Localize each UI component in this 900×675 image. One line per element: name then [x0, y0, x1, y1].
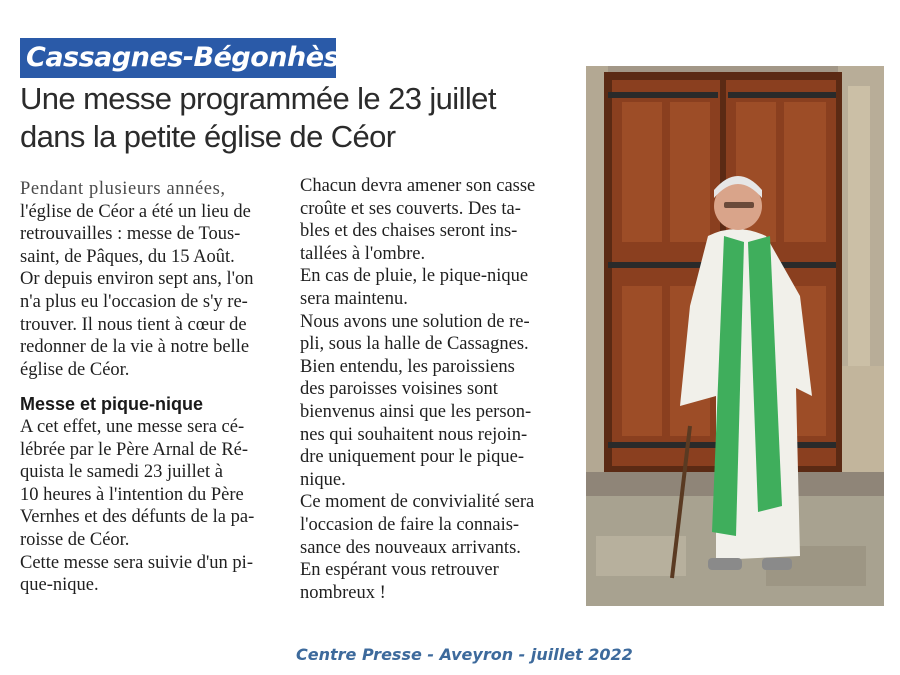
- article-line: croûte et ses couverts. Des ta-: [300, 198, 521, 219]
- article-line: quista le samedi 23 juillet à: [20, 462, 223, 483]
- headline: [20, 80, 580, 156]
- article-line: que-nique.: [20, 575, 99, 596]
- article-line: En cas de pluie, le pique-nique: [300, 266, 529, 287]
- article-line: sera maintenu.: [300, 288, 408, 309]
- article-line: En espérant vous retrouver: [300, 560, 499, 581]
- headline-line: dans la petite église de Céor: [20, 119, 396, 154]
- article-line: dre uniquement pour le pique-: [300, 447, 524, 468]
- article-line: Nous avons une solution de re-: [300, 311, 530, 332]
- article-column-1: [20, 178, 286, 597]
- article-column-2: [300, 175, 572, 604]
- article-line: Or depuis environ sept ans, l'on: [20, 269, 254, 290]
- article-line: sance des nouveaux arrivants.: [300, 537, 521, 558]
- article-line: retrouvailles : messe de Tous-: [20, 224, 241, 245]
- section-subhead: Messe et pique-nique: [20, 394, 204, 415]
- article-line: saint, de Pâques, du 15 Août.: [20, 246, 235, 267]
- article-line: trouver. Il nous tient à cœur de: [20, 314, 247, 335]
- article-line: roisse de Céor.: [20, 529, 130, 550]
- article-line: des paroisses voisines sont: [300, 379, 498, 400]
- article-line: lébrée par le Père Arnal de Ré-: [20, 439, 249, 460]
- article-line: l'occasion de faire la connais-: [300, 514, 520, 535]
- town-banner: Cassagnes-Bégonhès: [20, 38, 336, 78]
- article-line: Vernhes et des défunts de la pa-: [20, 507, 255, 528]
- headline-line: Une messe programmée le 23 juillet: [20, 81, 496, 116]
- article-line: 10 heures à l'intention du Père: [20, 484, 244, 505]
- article-line: Pendant plusieurs années,: [20, 179, 226, 199]
- article-line: nique.: [300, 469, 346, 490]
- article-line: pli, sous la halle de Cassagnes.: [300, 334, 529, 355]
- priest-at-church-door-illustration: [586, 66, 884, 606]
- priest-photo: [586, 66, 884, 606]
- article-line: bles et des chaises seront ins-: [300, 221, 518, 242]
- article-line: A cet effet, une messe sera cé-: [20, 416, 245, 437]
- article-line: n'a plus eu l'occasion de s'y re-: [20, 291, 248, 312]
- article-line: redonner de la vie à notre belle: [20, 337, 250, 358]
- article-line: Ce moment de convivialité sera: [300, 492, 535, 513]
- article-line: tallées à l'ombre.: [300, 243, 426, 264]
- source-caption: Centre Presse - Aveyron - juillet 2022: [296, 645, 633, 664]
- article-line: Bien entendu, les paroissiens: [300, 356, 515, 377]
- article-line: Cette messe sera suivie d'un pi-: [20, 552, 253, 573]
- article-line: bienvenus ainsi que les person-: [300, 401, 532, 422]
- article-line: nes qui souhaitent nous rejoin-: [300, 424, 528, 445]
- article-line: église de Céor.: [20, 359, 130, 380]
- article-line: Chacun devra amener son casse: [300, 176, 536, 196]
- article-line: nombreux !: [300, 582, 386, 603]
- article-line: l'église de Céor a été un lieu de: [20, 201, 251, 222]
